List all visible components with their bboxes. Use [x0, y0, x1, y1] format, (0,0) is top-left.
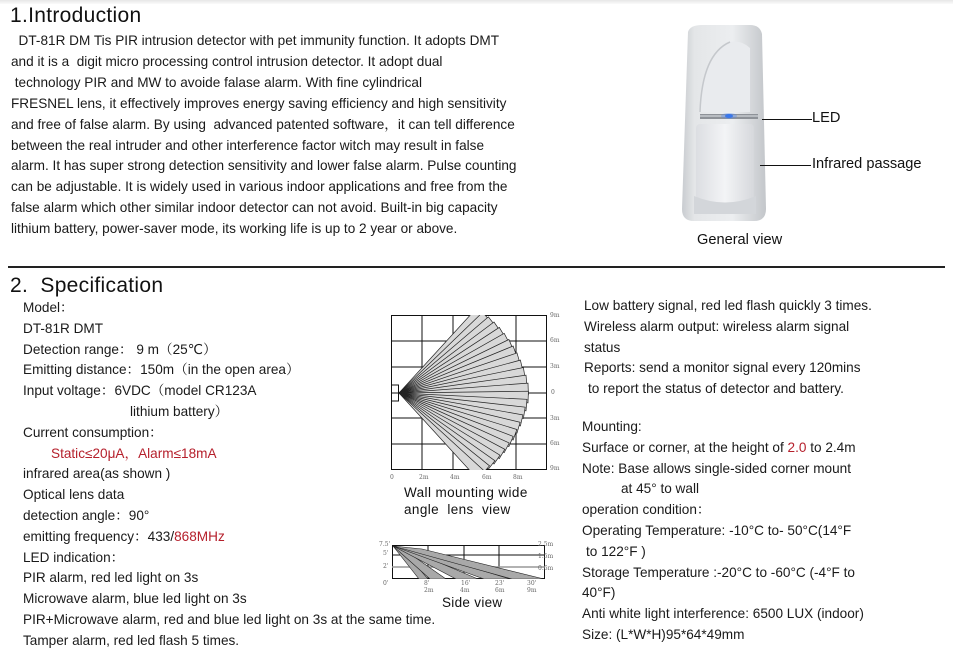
- side-view-diagram: [392, 545, 545, 579]
- surface-mount: [582, 438, 872, 459]
- intro-line: FRESNEL lens, it effectively improves energy saving efficiency and high sensitivity: [11, 95, 507, 111]
- wall-mounting-lens-diagram: [391, 315, 547, 470]
- wall-y-tick: 3m: [550, 415, 560, 422]
- wall-x-tick: 0: [390, 474, 394, 481]
- anti-white-light: Anti white light interference: 6500 LUX (indoor): [582, 606, 864, 622]
- wall-y-tick: 6m: [550, 337, 560, 344]
- infrared-passage-label: Infrared passage: [812, 156, 922, 172]
- intro-line: false alarm which other similar indoor detector can not avoid. Built-in big capacity: [11, 200, 498, 216]
- size: Size: (L*W*H)95*64*49mm: [582, 626, 745, 642]
- intro-paragraph: [11, 31, 576, 240]
- model-value: DT-81R DMT: [23, 320, 104, 336]
- wireless-output-cont: status: [584, 339, 621, 355]
- wall-x-tick: 2m: [419, 474, 429, 481]
- side-left-tick: 2': [383, 563, 389, 570]
- detection-range: Detection range： 9 m（25℃）: [23, 341, 217, 357]
- side-left-tick: 7.5': [379, 541, 391, 548]
- side-right-tick: 1.5m: [538, 553, 554, 560]
- operating-temperature-cont: to 122°F ): [586, 543, 646, 559]
- reports-cont: to report the status of detector and battery.: [588, 381, 844, 397]
- intro-line: between the real intruder and other interference factor witch may result in false: [11, 137, 485, 153]
- side-bottom-m-tick: 4m: [460, 587, 470, 594]
- wall-x-tick: 4m: [450, 474, 460, 481]
- surface-height-red: 2.0: [787, 439, 807, 455]
- detection-angle: detection angle：90°: [23, 507, 150, 523]
- wall-y-tick: 9m: [550, 312, 560, 319]
- section-divider: [8, 266, 945, 268]
- emitting-frequency-868: 868MHz: [174, 528, 225, 544]
- intro-line: and it is a digit micro processing control intrusion detector. It adopt dual: [11, 53, 443, 69]
- emitting-distance: Emitting distance：150m（in the open area）: [23, 362, 300, 378]
- spec-heading: 2. Specification: [10, 274, 164, 297]
- pir-alarm: PIR alarm, red led light on 3s: [23, 570, 199, 586]
- detector-product-image: [680, 24, 768, 224]
- operation-condition: operation condition：: [582, 502, 711, 518]
- intro-line: can be adjustable. It is widely used in various indoor applications and free from the: [11, 179, 508, 195]
- side-left-tick: 0': [383, 580, 389, 587]
- intro-line: alarm. It has super strong detection sensitivity and lower false alarm. Pulse counting: [11, 158, 517, 174]
- emitting-frequency: [23, 527, 435, 548]
- spacer: [584, 400, 872, 417]
- side-bottom-ft-tick: 30': [527, 580, 537, 587]
- side-bottom-ft-tick: 16': [461, 580, 471, 587]
- side-bottom-m-tick: 9m: [527, 587, 537, 594]
- side-right-tick: 0.6m: [538, 565, 554, 572]
- operating-temperature: Operating Temperature: -10°C to- 50°C(14°F: [582, 522, 852, 538]
- current-values: Static≤20μA，Alarm≤18mA: [51, 445, 217, 461]
- wall-caption-line1: Wall mounting wide: [404, 485, 528, 500]
- note: Note: Base allows single-sided corner mount: [582, 460, 851, 476]
- intro-line: DT-81R DM Tis PIR intrusion detector with pet immunity function. It adopts DMT: [11, 33, 500, 48]
- spec-left-column: [23, 298, 435, 652]
- led-label: LED: [812, 110, 841, 126]
- wall-y-tick: 9m: [550, 465, 560, 472]
- general-view-caption: General view: [697, 232, 783, 248]
- current-consumption: Current consumption：: [23, 424, 163, 440]
- model-label: Model：: [23, 300, 74, 315]
- input-voltage-cont: lithium battery）: [130, 403, 229, 419]
- wall-y-tick: 3m: [550, 363, 560, 370]
- wall-x-tick: 6m: [482, 474, 492, 481]
- wall-y-tick: 0: [551, 389, 555, 396]
- storage-temperature-cont: 40°F): [582, 585, 616, 601]
- spec-right-column: [584, 296, 872, 646]
- side-right-tick: 2.5m: [538, 541, 554, 548]
- side-left-tick: 5': [383, 550, 389, 557]
- surface-suffix: to 2.4m: [806, 439, 856, 455]
- storage-temperature: Storage Temperature :-20°C to -60°C (-4°F to: [582, 564, 855, 580]
- intro-line: and free of false alarm. By using advanced patented software，it can tell difference: [11, 116, 515, 132]
- side-view-caption: Side view: [442, 595, 503, 610]
- side-bottom-ft-tick: 8': [424, 580, 430, 587]
- tamper-alarm: Tamper alarm, red led flash 5 times.: [23, 632, 240, 648]
- infrared-area: infrared area(as shown ): [23, 466, 171, 482]
- wall-caption-line2: angle lens view: [404, 502, 511, 517]
- reports: Reports: send a monitor signal every 120mins: [584, 360, 861, 376]
- wall-x-tick: 8m: [513, 474, 523, 481]
- intro-heading: 1.Introduction: [10, 4, 142, 27]
- optical-lens: Optical lens data: [23, 487, 125, 503]
- side-bottom-m-tick: 6m: [495, 587, 505, 594]
- mounting-label: Mounting:: [582, 418, 642, 434]
- led-indication: LED indication：: [23, 549, 125, 565]
- low-battery: Low battery signal, red led flash quickly 3 times.: [584, 298, 872, 313]
- wireless-output: Wireless alarm output: wireless alarm signal: [584, 318, 850, 334]
- wall-y-tick: 6m: [550, 440, 560, 447]
- wall-mounting-caption: [404, 484, 528, 518]
- top-border: [0, 0, 953, 4]
- surface-prefix: Surface or corner, at the height of: [582, 439, 788, 455]
- infrared-leader-line: [760, 165, 811, 166]
- microwave-alarm: Microwave alarm, blue led light on 3s: [23, 591, 247, 607]
- intro-line: technology PIR and MW to avoide falase alarm. With fine cylindrical: [11, 74, 423, 90]
- intro-line: lithium battery, power-saver mode, its working life is up to 2 year or above.: [11, 221, 458, 237]
- side-bottom-ft-tick: 23': [495, 580, 505, 587]
- emitting-frequency-prefix: emitting frequency：433/: [23, 528, 175, 544]
- note-cont: at 45° to wall: [621, 481, 699, 497]
- input-voltage: Input voltage：6VDC（model CR123A: [23, 383, 257, 399]
- pir-microwave-alarm: PIR+Microwave alarm, red and blue led light on 3s at the same time.: [23, 611, 436, 627]
- led-leader-line: [762, 119, 812, 120]
- side-bottom-m-tick: 2m: [424, 587, 434, 594]
